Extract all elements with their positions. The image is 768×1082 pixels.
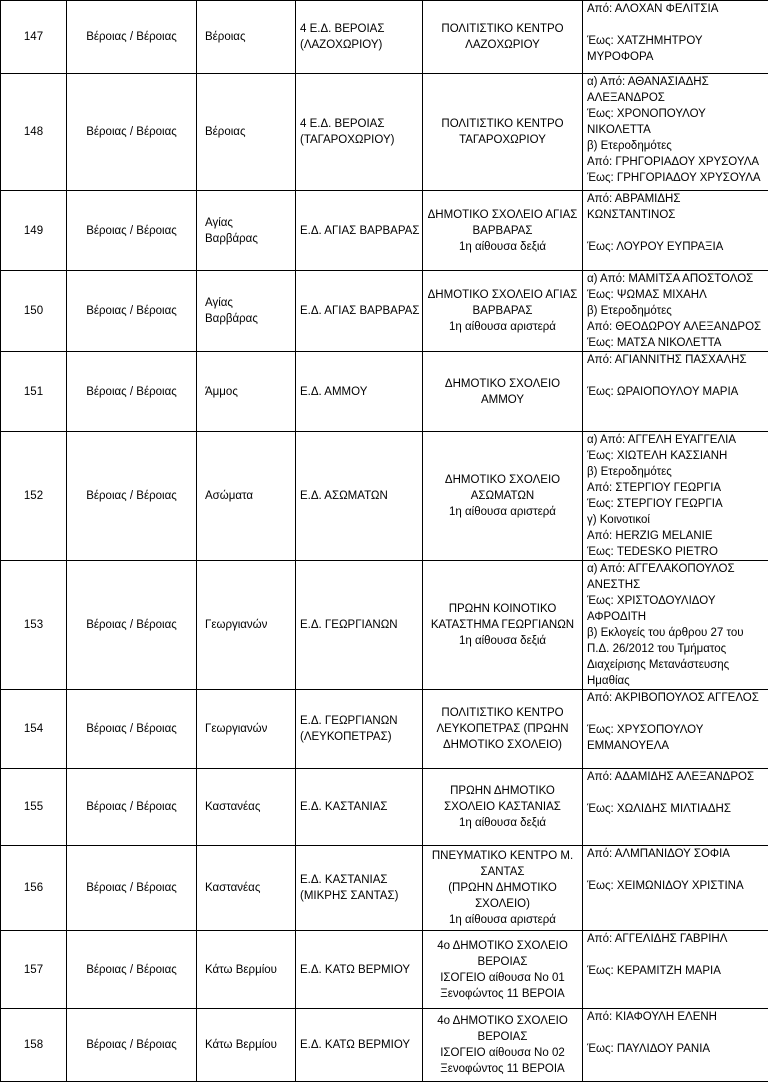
range-line: ΕΜΜΑΝΟΥΕΛΑ (587, 738, 764, 754)
locality-cell (197, 352, 296, 432)
building-line: ΚΑΤΑΣΤΗΜΑ ΓΕΩΡΓΙΑΝΩΝ (427, 617, 578, 633)
range-line: Έως: ΨΩΜΑΣ ΜΙΧΑΗΛ (587, 287, 764, 303)
table-row (1, 432, 768, 561)
range-line: β) Ετεροδημότες (587, 138, 764, 154)
locality-line: Βαρβάρας (205, 231, 291, 247)
locality-line: Αγίας (205, 215, 291, 231)
building-line: 4ο ΔΗΜΟΤΙΚΟ ΣΧΟΛΕΙΟ (427, 1013, 578, 1029)
range-line: Από: ΘΕΟΔΩΡΟΥ ΑΛΕΞΑΝΔΡΟΣ (587, 319, 764, 335)
range-line (587, 785, 764, 801)
section-cell (296, 1, 423, 74)
range-line: Από: ΑΓΙΑΝΝΙΤΗΣ ΠΑΣΧΑΛΗΣ (587, 352, 764, 368)
locality-line: Γεωργιανών (205, 721, 291, 737)
section-cell (296, 561, 423, 690)
range-line: Έως: ΚΕΡΑΜΙΤΖΗ ΜΑΡΙΑ (587, 963, 764, 979)
locality-cell (197, 1009, 296, 1082)
building-line: ΒΑΡΒΑΡΑΣ (427, 303, 578, 319)
voter-range-cell (583, 271, 768, 352)
building-line: ΤΑΓΑΡΟΧΩΡΙΟΥ (427, 132, 578, 148)
range-line: Από: ΑΛΜΠΑΝΙΔΟΥ ΣΟΦΙΑ (587, 846, 764, 862)
section-line: Ε.Δ. ΑΜΜΟΥ (300, 384, 418, 400)
station-number: 149 (1, 191, 67, 271)
building-cell (423, 271, 583, 352)
building-line: 1η αίθουσα αριστερά (427, 319, 578, 335)
section-line: (ΤΑΓΑΡΟΧΩΡΙΟΥ) (300, 132, 418, 148)
range-line: ΜΥΡΟΦΟΡΑ (587, 49, 764, 65)
range-line (587, 862, 764, 878)
building-cell (423, 191, 583, 271)
building-cell (423, 74, 583, 191)
building-cell (423, 1, 583, 74)
voter-range-cell (583, 191, 768, 271)
municipality-cell: Βέροιας / Βέροιας (67, 846, 197, 931)
building-line: ΒΕΡΟΙΑΣ (427, 1029, 578, 1045)
municipality-cell: Βέροιας / Βέροιας (67, 1009, 197, 1082)
locality-cell (197, 769, 296, 846)
building-line: ΔΗΜΟΤΙΚΟ ΣΧΟΛΕΙΟ (427, 376, 578, 392)
range-line: α) Από: ΑΓΓΕΛΗ ΕΥΑΓΓΕΛΙΑ (587, 432, 764, 448)
section-line: (ΛΕΥΚΟΠΕΤΡΑΣ) (300, 729, 418, 745)
section-line: (ΛΑΖΟΧΩΡΙΟΥ) (300, 37, 418, 53)
section-line: 4 Ε.Δ. ΒΕΡΟΙΑΣ (300, 116, 418, 132)
section-cell (296, 191, 423, 271)
municipality-cell: Βέροιας / Βέροιας (67, 432, 197, 561)
locality-cell (197, 432, 296, 561)
voter-range-cell (583, 690, 768, 769)
voter-range-cell (583, 931, 768, 1009)
locality-cell (197, 931, 296, 1009)
building-line: 1η αίθουσα δεξιά (427, 815, 578, 831)
locality-line: Άμμος (205, 384, 291, 400)
locality-cell (197, 690, 296, 769)
range-line: Από: ΓΡΗΓΟΡΙΑΔΟΥ ΧΡΥΣΟΥΛΑ (587, 154, 764, 170)
voter-range-cell (583, 846, 768, 931)
table-row (1, 271, 768, 352)
table-body (1, 1, 768, 1082)
table-row (1, 561, 768, 690)
table-row (1, 352, 768, 432)
building-line: ΠΡΩΗΝ ΚΟΙΝΟΤΙΚΟ (427, 601, 578, 617)
section-cell (296, 769, 423, 846)
range-line: ΑΛΕΞΑΝΔΡΟΣ (587, 90, 764, 106)
building-cell (423, 690, 583, 769)
range-line: Έως: ΧΙΩΤΕΛΗ ΚΑΣΣΙΑΝΗ (587, 448, 764, 464)
table-row (1, 690, 768, 769)
locality-cell (197, 1, 296, 74)
range-line: Έως: ΧΩΛΙΔΗΣ ΜΙΛΤΙΑΔΗΣ (587, 801, 764, 817)
voter-range-cell (583, 1009, 768, 1082)
range-line (587, 947, 764, 963)
station-number: 154 (1, 690, 67, 769)
building-line: ΛΕΥΚΟΠΕΤΡΑΣ (ΠΡΩΗΝ (427, 721, 578, 737)
range-line: α) Από: ΜΑΜΙΤΣΑ ΑΠΟΣΤΟΛΟΣ (587, 271, 764, 287)
locality-line: Βέροιας (205, 29, 291, 45)
section-cell (296, 432, 423, 561)
locality-line: Γεωργιανών (205, 617, 291, 633)
range-line: γ) Κοινοτικοί (587, 512, 764, 528)
station-number: 155 (1, 769, 67, 846)
building-line: Ξενοφώντος 11 ΒΕΡΟΙΑ (427, 1061, 578, 1077)
locality-line: Κάτω Βερμίου (205, 962, 291, 978)
building-cell (423, 561, 583, 690)
section-line: Ε.Δ. ΚΑΣΤΑΝΙΑΣ (300, 872, 418, 888)
section-cell (296, 271, 423, 352)
locality-line: Καστανέας (205, 799, 291, 815)
building-line: ΠΡΩΗΝ ΔΗΜΟΤΙΚΟ (427, 783, 578, 799)
municipality-cell: Βέροιας / Βέροιας (67, 191, 197, 271)
station-number: 152 (1, 432, 67, 561)
table-row (1, 769, 768, 846)
range-line: ΑΝΕΣΤΗΣ (587, 577, 764, 593)
range-line: Έως: ΜΑΤΣΑ ΝΙΚΟΛΕΤΤΑ (587, 335, 764, 351)
range-line: Έως: ΓΡΗΓΟΡΙΑΔΟΥ ΧΡΥΣΟΥΛΑ (587, 170, 764, 186)
building-line: ΠΟΛΙΤΙΣΤΙΚΟ ΚΕΝΤΡΟ (427, 116, 578, 132)
municipality-cell: Βέροιας / Βέροιας (67, 690, 197, 769)
municipality-cell: Βέροιας / Βέροιας (67, 271, 197, 352)
locality-line: Βαρβάρας (205, 311, 291, 327)
building-line: ΑΜΜΟΥ (427, 392, 578, 408)
section-line: Ε.Δ. ΚΑΤΩ ΒΕΡΜΙΟΥ (300, 962, 418, 978)
building-line: 1η αίθουσα δεξιά (427, 633, 578, 649)
building-line: ΣΑΝΤΑΣ (427, 864, 578, 880)
range-line: Έως: ΧΡΟΝΟΠΟΥΛΟΥ (587, 106, 764, 122)
building-cell (423, 352, 583, 432)
range-line (587, 368, 764, 384)
locality-line: Καστανέας (205, 880, 291, 896)
voter-range-cell (583, 561, 768, 690)
building-line: ΑΣΩΜΑΤΩΝ (427, 488, 578, 504)
section-cell (296, 690, 423, 769)
locality-cell (197, 846, 296, 931)
station-number: 158 (1, 1009, 67, 1082)
section-line: Ε.Δ. ΚΑΣΤΑΝΙΑΣ (300, 799, 418, 815)
locality-cell (197, 191, 296, 271)
section-cell (296, 1009, 423, 1082)
municipality-cell: Βέροιας / Βέροιας (67, 769, 197, 846)
locality-line: Ασώματα (205, 488, 291, 504)
locality-cell (197, 74, 296, 191)
building-line: 1η αίθουσα δεξιά (427, 239, 578, 255)
building-cell (423, 432, 583, 561)
range-line: Έως: ΧΑΤΖΗΜΗΤΡΟΥ (587, 33, 764, 49)
building-cell (423, 846, 583, 931)
range-line: Από: ΑΛΟΧΑΝ ΦΕΛΙΤΣΙΑ (587, 1, 764, 17)
range-line: Από: ΑΒΡΑΜΙΔΗΣ (587, 191, 764, 207)
range-line: Από: HERZIG MELANIE (587, 528, 764, 544)
range-line: ΑΦΡΟΔΙΤΗ (587, 609, 764, 625)
range-line: Έως: ΛΟΥΡΟΥ ΕΥΠΡΑΞΙΑ (587, 239, 764, 255)
building-line: 1η αίθουσα αριστερά (427, 912, 578, 928)
station-number: 153 (1, 561, 67, 690)
voter-range-cell (583, 1, 768, 74)
section-line: Ε.Δ. ΚΑΤΩ ΒΕΡΜΙΟΥ (300, 1037, 418, 1053)
building-line: ΣΧΟΛΕΙΟ ΚΑΣΤΑΝΙΑΣ (427, 799, 578, 815)
building-line: ΙΣΟΓΕΙΟ αίθουσα Νο 01 (427, 970, 578, 986)
building-line: ΣΧΟΛΕΙΟ) (427, 896, 578, 912)
range-line (587, 223, 764, 239)
range-line: β) Ετεροδημότες (587, 303, 764, 319)
section-line: Ε.Δ. ΓΕΩΡΓΙΑΝΩΝ (300, 713, 418, 729)
range-line: Από: ΑΚΡΙΒΟΠΟΥΛΟΣ ΑΓΓΕΛΟΣ (587, 690, 764, 706)
building-line: 1η αίθουσα αριστερά (427, 504, 578, 520)
range-line: Από: ΚΙΑΦΟΥΛΗ ΕΛΕΝΗ (587, 1009, 764, 1025)
range-line: Έως: ΣΤΕΡΓΙΟΥ ΓΕΩΡΓΙΑ (587, 496, 764, 512)
range-line: Έως: ΩΡΑΙΟΠΟΥΛΟΥ ΜΑΡΙΑ (587, 384, 764, 400)
locality-cell (197, 561, 296, 690)
locality-cell (197, 271, 296, 352)
range-line: Έως: ΠΑΥΛΙΔΟΥ ΡΑΝΙΑ (587, 1041, 764, 1057)
range-line: Π.Δ. 26/2012 του Τμήματος (587, 641, 764, 657)
building-line: ΔΗΜΟΤΙΚΟ ΣΧΟΛΕΙΟ ΑΓΙΑΣ (427, 287, 578, 303)
range-line: Έως: TEDESKO PIETRO (587, 544, 764, 560)
table-row (1, 846, 768, 931)
table-row (1, 931, 768, 1009)
section-cell (296, 846, 423, 931)
range-line: Από: ΑΓΓΕΛΙΔΗΣ ΓΑΒΡΙΗΛ (587, 931, 764, 947)
station-number: 157 (1, 931, 67, 1009)
voter-range-cell (583, 769, 768, 846)
range-line: α) Από: ΑΘΑΝΑΣΙΑΔΗΣ (587, 74, 764, 90)
range-line: Διαχείρισης Μετανάστευσης (587, 657, 764, 673)
station-number: 151 (1, 352, 67, 432)
range-line: α) Από: ΑΓΓΕΛΑΚΟΠΟΥΛΟΣ (587, 561, 764, 577)
section-line: Ε.Δ. ΑΓΙΑΣ ΒΑΡΒΑΡΑΣ (300, 223, 418, 239)
table-row (1, 74, 768, 191)
locality-line: Αγίας (205, 295, 291, 311)
range-line: Από: ΑΔΑΜΙΔΗΣ ΑΛΕΞΑΝΔΡΟΣ (587, 769, 764, 785)
table-row (1, 1, 768, 74)
building-line: 4ο ΔΗΜΟΤΙΚΟ ΣΧΟΛΕΙΟ (427, 938, 578, 954)
range-line (587, 1025, 764, 1041)
range-line: β) Εκλογείς του άρθρου 27 του (587, 625, 764, 641)
building-cell (423, 769, 583, 846)
municipality-cell: Βέροιας / Βέροιας (67, 561, 197, 690)
range-line: β) Ετεροδημότες (587, 464, 764, 480)
section-cell (296, 352, 423, 432)
municipality-cell: Βέροιας / Βέροιας (67, 352, 197, 432)
building-line: ΠΟΛΙΤΙΣΤΙΚΟ ΚΕΝΤΡΟ (427, 705, 578, 721)
municipality-cell: Βέροιας / Βέροιας (67, 1, 197, 74)
building-line: Ξενοφώντος 11 ΒΕΡΟΙΑ (427, 986, 578, 1002)
voter-range-cell (583, 352, 768, 432)
municipality-cell: Βέροιας / Βέροιας (67, 931, 197, 1009)
building-line: ΔΗΜΟΤΙΚΟ ΣΧΟΛΕΙΟ ΑΓΙΑΣ (427, 207, 578, 223)
section-line: Ε.Δ. ΑΓΙΑΣ ΒΑΡΒΑΡΑΣ (300, 303, 418, 319)
range-line: Ημαθίας (587, 673, 764, 689)
building-line: ΔΗΜΟΤΙΚΟ ΣΧΟΛΕΙΟ (427, 472, 578, 488)
section-line: 4 Ε.Δ. ΒΕΡΟΙΑΣ (300, 21, 418, 37)
municipality-cell: Βέροιας / Βέροιας (67, 74, 197, 191)
voter-range-cell (583, 74, 768, 191)
building-cell (423, 1009, 583, 1082)
range-line: Έως: ΧΡΥΣΟΠΟΥΛΟΥ (587, 722, 764, 738)
station-number: 148 (1, 74, 67, 191)
range-line: ΚΩΝΣΤΑΝΤΙΝΟΣ (587, 207, 764, 223)
range-line: Έως: ΧΡΙΣΤΟΔΟΥΛΙΔΟΥ (587, 593, 764, 609)
station-number: 156 (1, 846, 67, 931)
locality-line: Βέροιας (205, 124, 291, 140)
building-line: ΔΗΜΟΤΙΚΟ ΣΧΟΛΕΙΟ) (427, 737, 578, 753)
building-line: ΙΣΟΓΕΙΟ αίθουσα Νο 02 (427, 1045, 578, 1061)
range-line (587, 17, 764, 33)
range-line: Από: ΣΤΕΡΓΙΟΥ ΓΕΩΡΓΙΑ (587, 480, 764, 496)
section-cell (296, 74, 423, 191)
station-number: 150 (1, 271, 67, 352)
locality-line: Κάτω Βερμίου (205, 1037, 291, 1053)
section-line: Ε.Δ. ΑΣΩΜΑΤΩΝ (300, 488, 418, 504)
building-line: (ΠΡΩΗΝ ΔΗΜΟΤΙΚΟ (427, 880, 578, 896)
range-line: Έως: ΧΕΙΜΩΝΙΔΟΥ ΧΡΙΣΤΙΝΑ (587, 878, 764, 894)
section-cell (296, 931, 423, 1009)
range-line (587, 706, 764, 722)
section-line: Ε.Δ. ΓΕΩΡΓΙΑΝΩΝ (300, 617, 418, 633)
building-cell (423, 931, 583, 1009)
building-line: ΒΕΡΟΙΑΣ (427, 954, 578, 970)
station-number: 147 (1, 1, 67, 74)
range-line: ΝΙΚΟΛΕΤΤΑ (587, 122, 764, 138)
building-line: ΠΝΕΥΜΑΤΙΚΟ ΚΕΝΤΡΟ Μ. (427, 848, 578, 864)
table-row (1, 191, 768, 271)
section-line: (ΜΙΚΡΗΣ ΣΑΝΤΑΣ) (300, 888, 418, 904)
table-row (1, 1009, 768, 1082)
building-line: ΛΑΖΟΧΩΡΙΟΥ (427, 37, 578, 53)
building-line: ΠΟΛΙΤΙΣΤΙΚΟ ΚΕΝΤΡΟ (427, 21, 578, 37)
building-line: ΒΑΡΒΑΡΑΣ (427, 223, 578, 239)
voter-range-cell (583, 432, 768, 561)
